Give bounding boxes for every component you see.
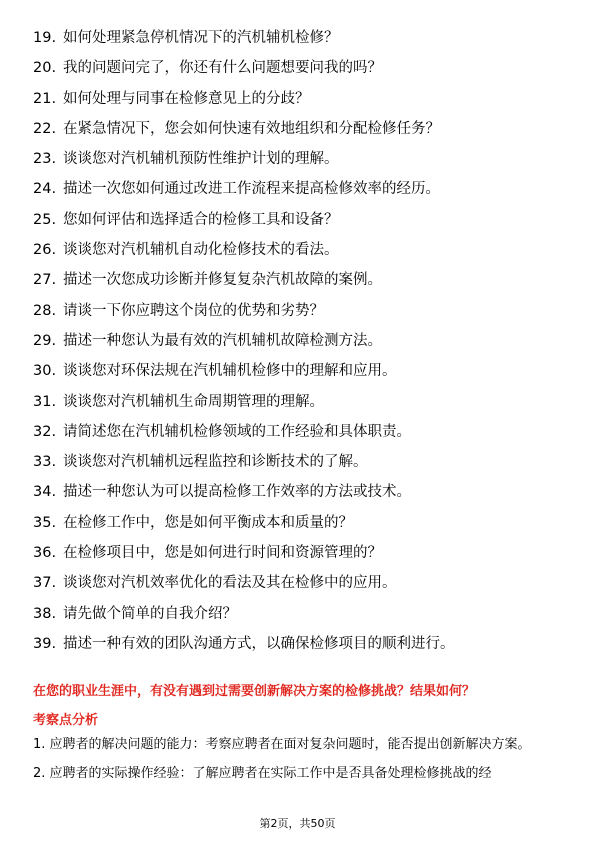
question-text: 如何处理与同事在检修意见上的分歧？ xyxy=(63,90,310,107)
question-item xyxy=(33,632,573,662)
question-item xyxy=(33,177,573,207)
question-item xyxy=(33,56,573,86)
question-text: 您如何评估和选择适合的检修工具和设备？ xyxy=(63,211,339,228)
question-item xyxy=(33,390,573,420)
question-item xyxy=(33,450,573,480)
analysis-point: 1. 应聘者的解决问题的能力：考察应聘者在面对复杂问题时，能否提出创新解决方案。 xyxy=(33,737,531,752)
question-text: 谈谈您对汽机辅机自动化检修技术的看法。 xyxy=(63,242,339,259)
question-item xyxy=(33,511,573,541)
question-number: 31. xyxy=(33,393,57,410)
question-number: 19. xyxy=(33,30,57,46)
question-number: 26. xyxy=(33,242,57,259)
question-text: 描述一种您认为最有效的汽机辅机故障检测方法。 xyxy=(63,332,382,349)
question-number: 28. xyxy=(33,302,57,319)
question-item xyxy=(33,541,573,571)
question-number: 29. xyxy=(33,332,57,349)
question-item xyxy=(33,480,573,510)
question-item xyxy=(33,238,573,268)
highlight-question: 在您的职业生涯中，有没有遇到过需要创新解决方案的检修挑战？结果如何？ xyxy=(33,684,476,699)
question-text: 谈谈您对汽机辅机预防性维护计划的理解。 xyxy=(63,151,339,168)
question-item xyxy=(33,208,573,238)
question-text: 描述一次您成功诊断并修复复杂汽机故障的案例。 xyxy=(63,272,382,289)
question-text: 请先做个简单的自我介绍？ xyxy=(63,605,237,622)
question-text: 请简述您在汽机辅机检修领域的工作经验和具体职责。 xyxy=(63,423,411,440)
question-number: 35. xyxy=(33,514,57,531)
question-item xyxy=(33,329,573,359)
question-text: 谈谈您对环保法规在汽机辅机检修中的理解和应用。 xyxy=(63,363,397,380)
question-number: 21. xyxy=(33,90,57,107)
question-number: 32. xyxy=(33,423,57,440)
question-number: 23. xyxy=(33,151,57,168)
question-number: 39. xyxy=(33,635,57,652)
question-text: 在紧急情况下，您会如何快速有效地组织和分配检修任务？ xyxy=(63,120,440,137)
question-number: 27. xyxy=(33,272,57,289)
question-item xyxy=(33,571,573,601)
question-list xyxy=(33,26,573,662)
question-text: 在检修项目中，您是如何进行时间和资源管理的？ xyxy=(63,545,382,562)
question-number: 25. xyxy=(33,211,57,228)
question-number: 36. xyxy=(33,545,57,562)
question-text: 我的问题问完了，你还有什么问题想要问我的吗？ xyxy=(63,60,382,77)
analysis-body xyxy=(33,733,563,791)
question-item xyxy=(33,268,573,298)
question-number: 33. xyxy=(33,454,57,471)
question-text: 谈谈您对汽机辅机生命周期管理的理解。 xyxy=(63,393,324,410)
question-item xyxy=(33,420,573,450)
question-number: 30. xyxy=(33,363,57,380)
question-text: 谈谈您对汽机辅机远程监控和诊断技术的了解。 xyxy=(63,454,368,471)
question-number: 24. xyxy=(33,181,57,198)
question-number: 37. xyxy=(33,575,57,592)
question-item xyxy=(33,26,573,56)
question-item xyxy=(33,117,573,147)
page-footer: 第2页，共50页 xyxy=(259,817,336,830)
question-item xyxy=(33,602,573,632)
question-item xyxy=(33,87,573,117)
question-text: 描述一次您如何通过改进工作流程来提高检修效率的经历。 xyxy=(63,181,440,198)
question-text: 谈谈您对汽机效率优化的看法及其在检修中的应用。 xyxy=(63,575,397,592)
question-number: 34. xyxy=(33,484,57,501)
question-item xyxy=(33,147,573,177)
question-item xyxy=(33,359,573,389)
question-text: 描述一种您认为可以提高检修工作效率的方法或技术。 xyxy=(63,484,411,501)
question-number: 20. xyxy=(33,60,57,77)
question-number: 38. xyxy=(33,605,57,622)
question-item xyxy=(33,299,573,329)
question-text: 如何处理紧急停机情况下的汽机辅机检修？ xyxy=(63,30,339,46)
question-text: 在检修工作中，您是如何平衡成本和质量的？ xyxy=(63,514,353,531)
question-number: 22. xyxy=(33,120,57,137)
analysis-title: 考察点分析 xyxy=(33,713,99,728)
question-text: 请谈一下你应聘这个岗位的优势和劣势？ xyxy=(63,302,324,319)
question-text: 描述一种有效的团队沟通方式，以确保检修项目的顺利进行。 xyxy=(63,635,455,652)
analysis-point: 2. 应聘者的实际操作经验：了解应聘者在实际工作中是否具备处理检修挑战的经 xyxy=(33,766,492,781)
